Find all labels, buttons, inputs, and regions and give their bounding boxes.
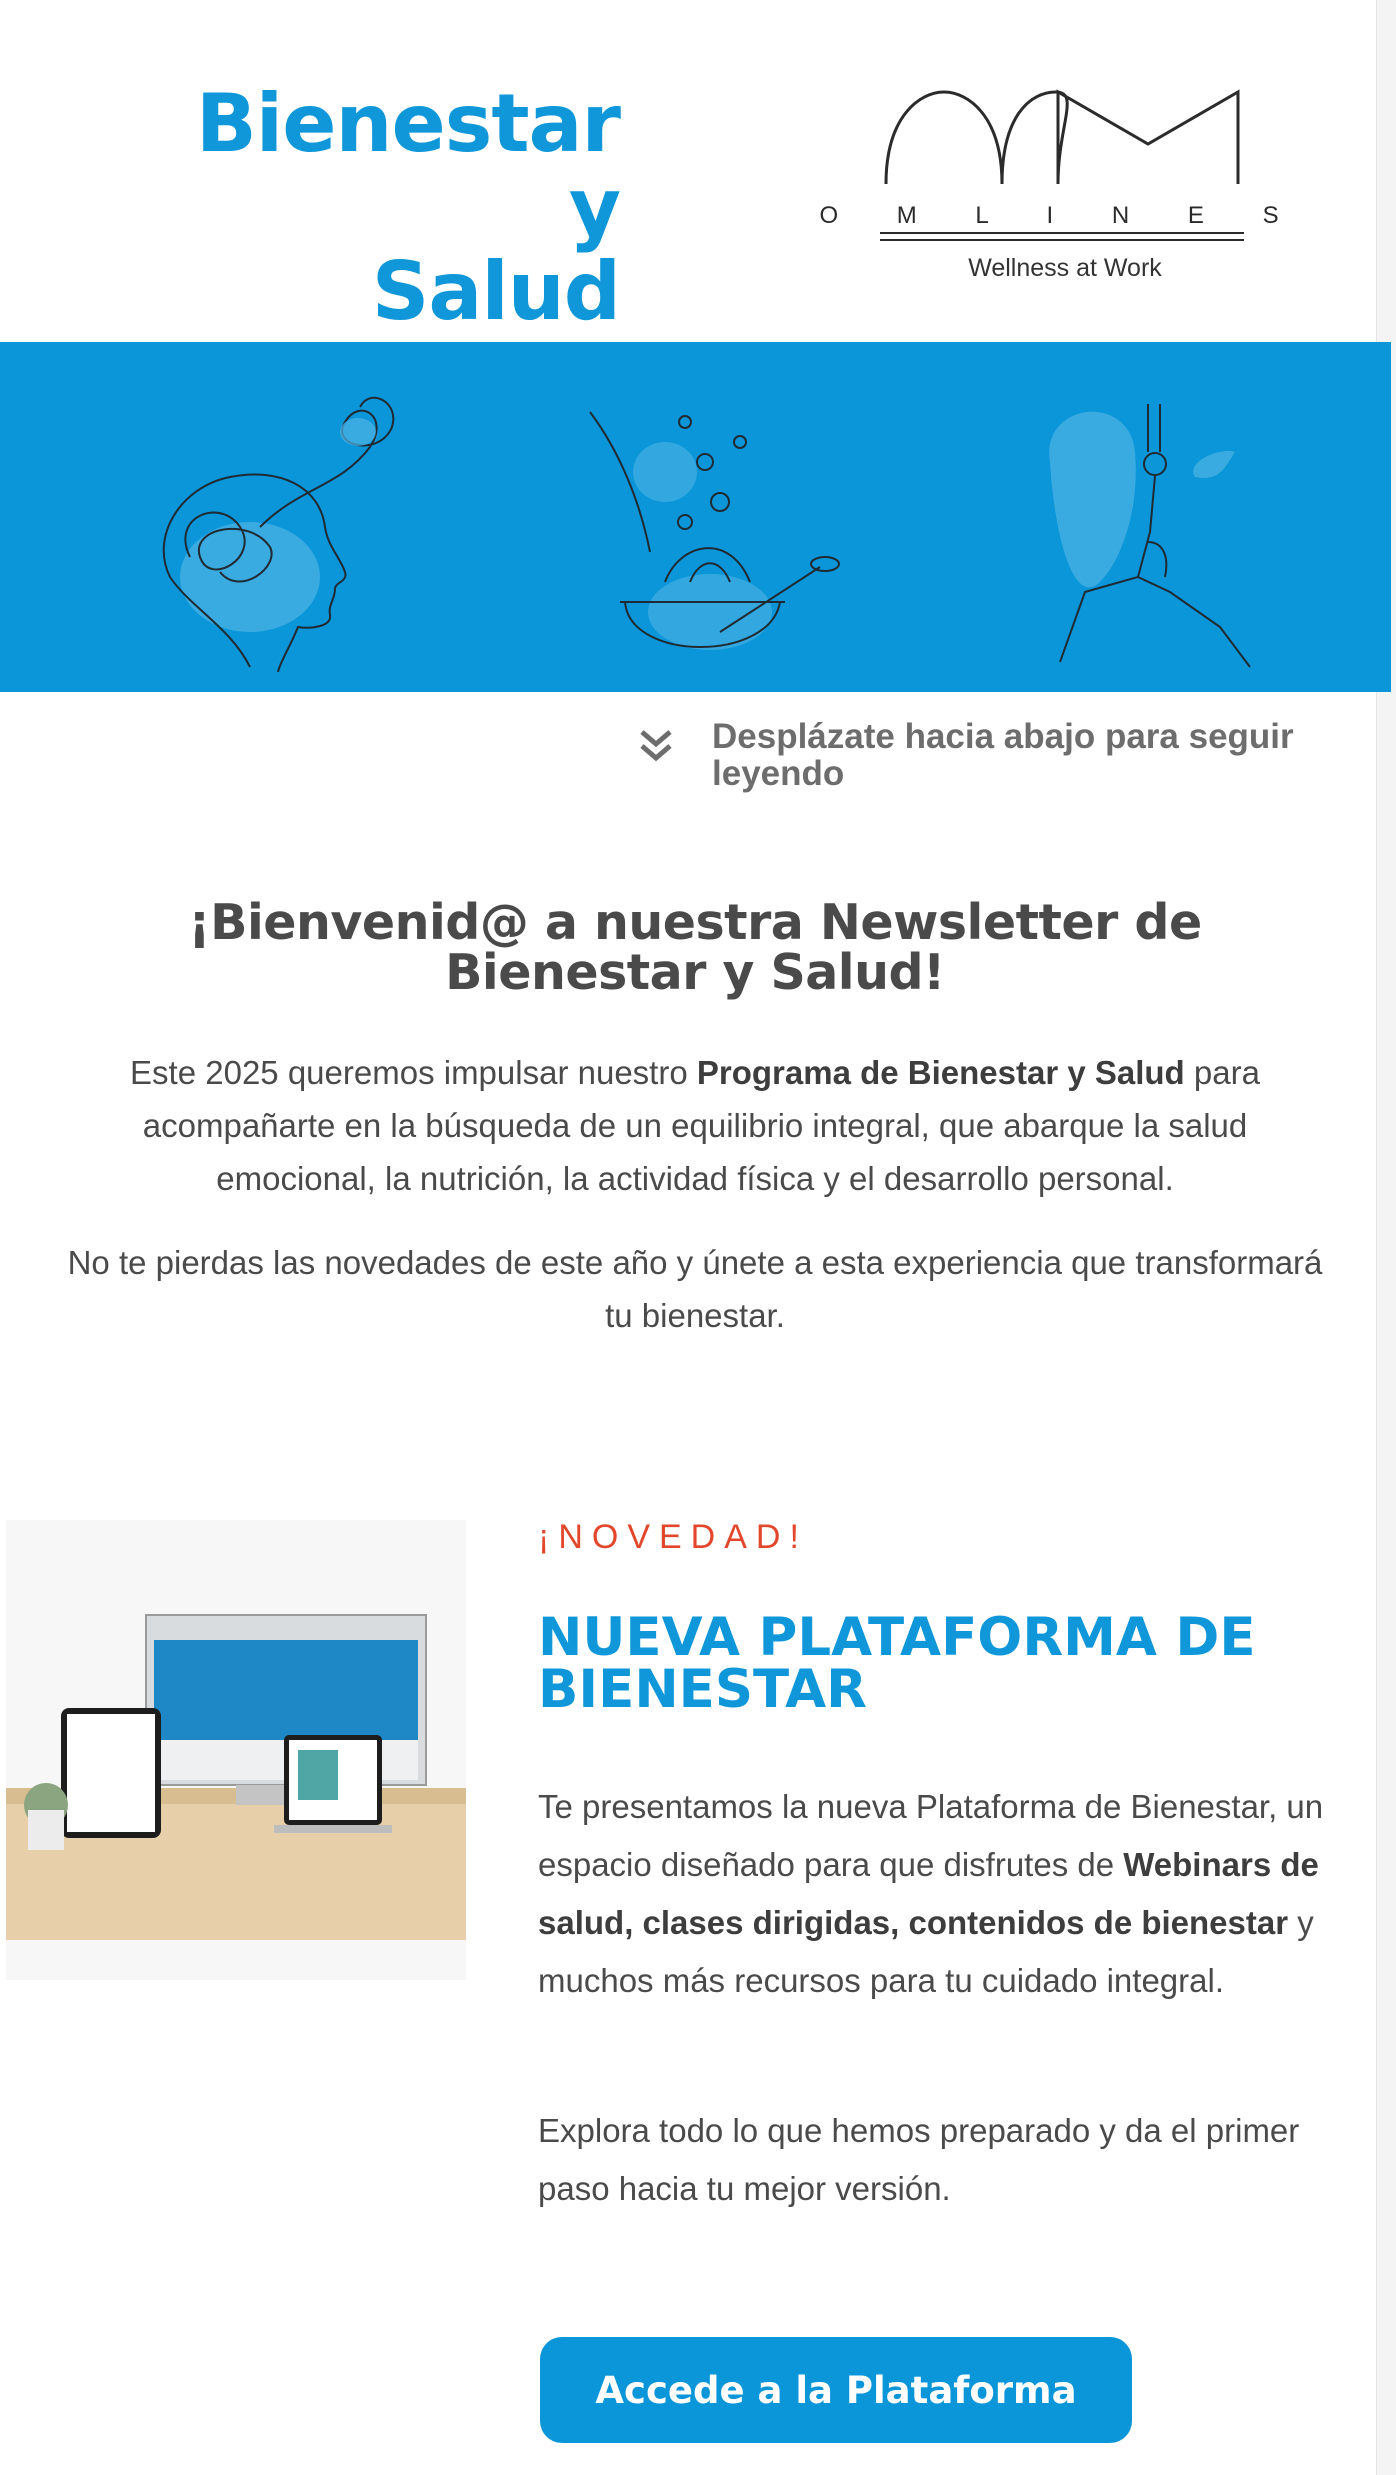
brand-title-line1: Bienestar y [195, 77, 620, 254]
brand-title [140, 77, 620, 338]
header [0, 0, 1376, 342]
feature-paragraph-2: Explora todo lo que hemos preparado y da el primer paso hacia tu mejor versión. [538, 2112, 1300, 2207]
brand-title-line2: Salud [371, 245, 620, 338]
platform-devices-image [6, 1520, 466, 1980]
feature-paragraph-1 [538, 1778, 1338, 2010]
welcome-p1-text-end: para acompañarte en la búsqueda de un equilibrio integral, que abarque la salud emocional, la nutrición, la actividad física y el desarrollo personal. [142, 1054, 1260, 1197]
welcome-paragraph-2: No te pierdas las novedades de este año y únete a esta experiencia que transformará tu bienestar. [67, 1244, 1323, 1334]
logo-letters: O M L I N E S [819, 202, 1305, 229]
feature-p1-bold: Webinars de salud, clases dirigidas, contenidos de bienestar [538, 1846, 1319, 1941]
salad-bowl-icon [570, 382, 850, 692]
welcome-title: ¡Bienvenid@ a nuestra Newsletter de Bienestar y Salud! [188, 894, 1202, 1001]
scroll-hint-text: Desplázate hacia abajo para seguir leyendo [712, 717, 1294, 793]
feature-p1-text-end: y muchos más recursos para tu cuidado integral. [538, 1904, 1314, 1999]
double-chevron-down-icon [636, 726, 676, 766]
feature-title: NUEVA PLATAFORMA DE BIENESTAR [538, 1607, 1256, 1720]
om-lines-logo [819, 86, 1305, 291]
access-platform-button[interactable]: Accede a la Plataforma [540, 2337, 1132, 2443]
hero-banner [0, 342, 1391, 692]
welcome-p1-bold: Programa de Bienestar y Salud [696, 1054, 1185, 1091]
welcome-paragraph-1 [60, 1046, 1330, 1205]
om-lines-logo-mark [819, 86, 1305, 246]
logo-tagline: Wellness at Work [968, 254, 1162, 282]
scroll-hint[interactable] [636, 718, 1336, 798]
kicker-label: ¡NOVEDAD! [538, 1518, 808, 1556]
welcome-p1-text: Este 2025 queremos impulsar nuestro [130, 1054, 697, 1091]
yoga-pose-icon [1020, 392, 1280, 692]
feature-p1-text: Te presentamos la nueva Plataforma de Bienestar, un espacio diseñado para que disfrutes de [538, 1788, 1324, 1883]
mind-head-icon [130, 377, 430, 687]
